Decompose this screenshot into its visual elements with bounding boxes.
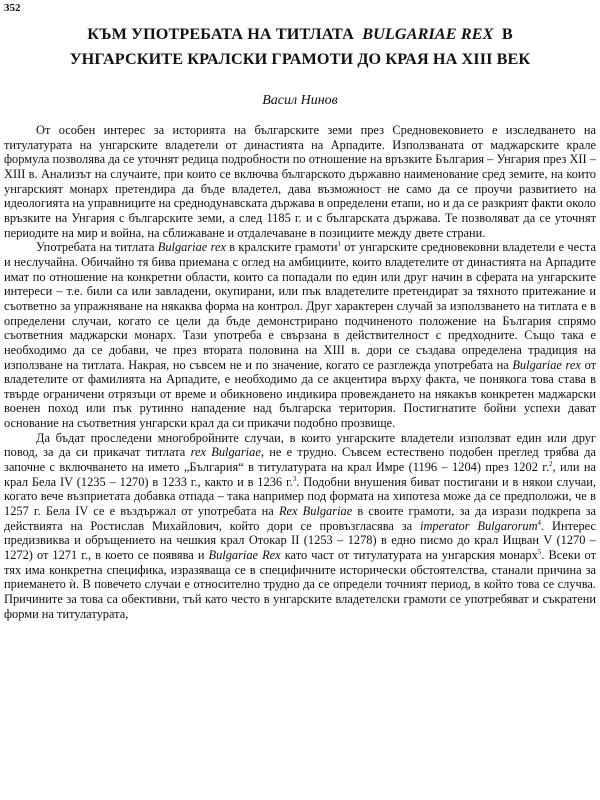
footnote-ref[interactable]: 3 bbox=[292, 474, 297, 483]
footnote-ref[interactable]: 4 bbox=[537, 518, 542, 527]
text-segment: , не е трудно. Съвсем естествено подобен преглед трябва да започне с включването на името „България“ в титулатурата на крал Имре (1196 – 1204) през 1202 г. bbox=[4, 445, 596, 475]
text-segment: от владетелите от фамилията на Арпадите, е необходимо да се акцентира върху факта, че понякога това става в твърде ограничени отрязъци от време и обикновено индикира провеждането на някакъв конкретен маджарски военен поход или пък рутинно нападение над българска територия. Постигнатите бойни успехи дават основание на съответния унгарски крал да си прикачи подобно прозвище. bbox=[4, 357, 597, 431]
page-number: 352 bbox=[4, 2, 21, 14]
footnote-ref[interactable]: 2 bbox=[549, 459, 553, 468]
title-line1-end: В bbox=[501, 25, 513, 43]
paragraph-2 bbox=[4, 240, 596, 431]
author-name: Васил Нинов bbox=[262, 93, 338, 108]
footnote-ref[interactable]: 5 bbox=[537, 547, 542, 556]
text-segment: като част от титулатурата на унгарския монарх bbox=[284, 548, 538, 563]
text-segment: Да бъдат проследени многобройните случаи, в които унгарските владетели използват един или друг повод, за да си прикачат титлата bbox=[4, 430, 596, 460]
italic-term: rex Bulgariae bbox=[190, 445, 261, 460]
article-title bbox=[10, 22, 590, 72]
italic-term: Bulgariae Rex bbox=[208, 548, 281, 563]
italic-term: Rex Bulgariae bbox=[278, 504, 353, 519]
text-segment: . Всеки от тях има конкретна специфика, изразяваща се в специфичните исторически обстоятелства, станали причина за приемането ѝ. В повечето случаи е относително трудно да се определи точният период, в който това се случва. Причините за това са обективни, тъй като често в унгарските владетелски грамоти се употребяват и съкратени форми на титулатурата, bbox=[4, 548, 596, 621]
footnote-ref[interactable]: 1 bbox=[337, 240, 341, 249]
text-segment: в кралските грамоти bbox=[229, 240, 338, 255]
text-segment: , или на крал Бела IV (1235 – 1270) в 1233 г., както и в 1236 г. bbox=[4, 460, 596, 489]
paragraph-3 bbox=[4, 431, 596, 622]
italic-term: Bulgariae rex bbox=[512, 357, 581, 372]
article-body bbox=[4, 123, 596, 621]
text-segment: от унгарските средновековни владетели е честа и неслучайна. Обичайно тя бива приемана с оглед на амбициите, които владетелите от династията на Арпадите имат по отношение на конкретни области, които са попадали по един или друг начин в сферата на унгарските интереси – т.е. били са или завладени, окупирани, или пък владетелите претендират за тяхното притежание и съответно за упражняване на някаква форма на контрол. Друг характерен случай за използването на титлата е в определени случаи, когато се цели да бъде демонстрирано подчиненото положение на България спрямо съответния маджарски монарх. Тази употреба е свързана в действителност с предходните. Също така е необходимо да се добави, че през втората половина на XIII в. дори се създава определена традиция на използване на титлата. Накрая, но съвсем не и по значение, когато се разглежда употребата на bbox=[4, 240, 596, 372]
text-segment: в своите грамоти, за да изрази подкрепа за действията на Ростислав Михайлович, който дори се провъзгласява за bbox=[4, 504, 596, 533]
title-line2: УНГАРСКИТЕ КРАЛСКИ ГРАМОТИ ДО КРАЯ НА XIII ВЕК bbox=[69, 50, 531, 68]
paragraph-1: От особен интерес за историята на българските земи през Средновековието е изследването на титулатурата на унгарските владетели от династията на Арпадите. Използваната от маджарските крале формула позволява да се уточнят редица подробности по отношение на връзките България – Унгария през XII – XIII в. Анализът на случаите, при които се включва българското държавно наименование сред земите, на които унгарският монарх претендира да бъде владетел, дава възможност не само да се проучи развитието на идеологията на управниците на среднодунавската държава в определени етапи, но и да се разкрият факти около връзките на Унгария с българските земи, а след 1185 г. и с българската държава. Те позволяват да се уточнят периодите на мир и война, на сближаване и отдалечаване в позициите между двете страни. bbox=[4, 123, 596, 240]
italic-term: Bulgariae rex bbox=[157, 240, 226, 255]
italic-term: imperator Bulgarorum bbox=[420, 518, 538, 533]
text-segment: . Подобни внушения биват постигани и в някои случаи, когато вече възприетата добавка отпада – така например под формата на хипотеза може да се предположи, че в 1257 г. Бела IV се е въздържал от употребата на bbox=[4, 474, 597, 519]
text-segment: . Интерес предизвиква и обръщението на чешкия крал Отокар II (1253 – 1278) в едно писмо до крал Ищван V (1270 – 1272) от 1271 г., в което се появява и bbox=[4, 518, 596, 563]
text-segment: Употребата на титлата bbox=[36, 240, 155, 255]
title-line1-start: КЪМ УПОТРЕБАТА НА ТИТЛАТА bbox=[87, 25, 354, 43]
title-line1-italic: BULGARIAE REX bbox=[362, 25, 494, 43]
